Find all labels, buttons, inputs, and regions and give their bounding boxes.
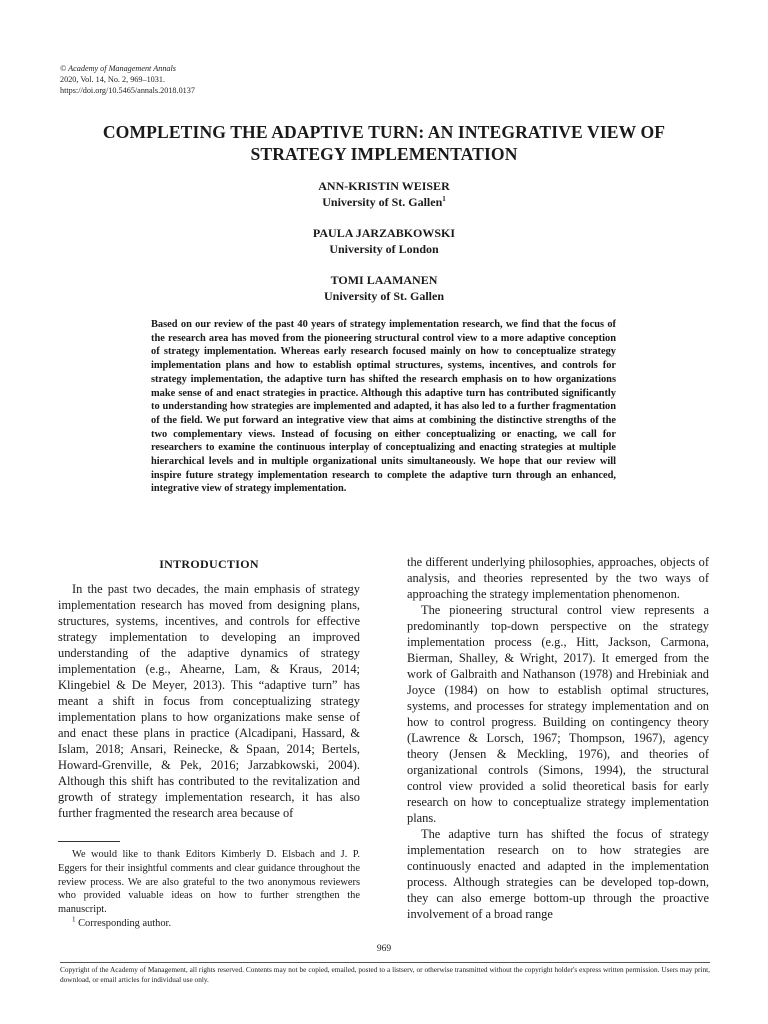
author-block [184,178,584,210]
author-name: ANN-KRISTIN WEISER [318,179,450,193]
doi-link[interactable]: https://doi.org/10.5465/annals.2018.0137 [60,86,195,95]
affiliation-text: University of St. Gallen [322,195,443,209]
article-title: COMPLETING THE ADAPTIVE TURN: AN INTEGRATIVE VIEW OF STRATEGY IMPLEMENTATION [102,122,666,164]
author-name: PAULA JARZABKOWSKI [312,226,456,240]
citation: 2020, Vol. 14, No. 2, 969–1031. [60,75,166,84]
author-list [184,178,584,319]
footnote-divider [58,841,120,842]
author-block [184,272,584,304]
footer-divider [60,962,710,963]
body-paragraph: The pioneering structural control view represents a predominantly top-down perspective on the strategy implementation process (e.g., Hitt, Jackson, Carmona, Bierman, Shalley, & Wright, 2017). It emerged from the work of Galbraith and Nathanson (1978) and Hrebiniak and Joyce (1984) on how to establish optimal structures, systems, and processes for strategy implementation and on how to control progress. Building on contingency theory (Lawrence & Lorsch, 1967; Thompson, 1967), agency theory (Jensen & Meckling, 1976), and theories of organizational controls (Simons, 1994), the structural control view provided a solid theoretical basis for early research on how to conceptualize strategy implementation plans. [407,603,709,825]
author-affiliation [184,194,584,210]
footnote-marker[interactable]: 1 [442,195,446,203]
author-name: TOMI LAAMANEN [330,273,438,287]
body-paragraph: the different underlying philosophies, approaches, objects of analysis, and theories represented by the two ways of approaching the strategy implementation phenomenon. [407,555,709,601]
corresponding-author-footnote [58,917,360,931]
journal-name: © Academy of Management Annals [60,64,176,73]
author-affiliation: University of St. Gallen [324,289,444,303]
body-paragraph: In the past two decades, the main emphasis of strategy implementation research has moved from designing plans, structures, systems, incentives, and controls for effective strategy implementation to developing an improved understanding of the adaptive dynamics of strategy implementation (e.g., Ahearne, Lam, & Kraus, 2014; Klingebiel & De Meyer, 2013). This “adaptive turn” has meant a shift in focus from conceptualizing strategy implementation plans to how organizations make sense of and enact these plans in practice (Alcadipani, Hassard, & Islam, 2018; Ansari, Reinecke, & Spaan, 2014; Bertels, Howard-Grenville, & Pek, 2016; Jarzabkowski, 2004). Although this shift has contributed to the revitalization and growth of strategy implementation research, it has also further fragmented the research area because of [58,582,360,820]
author-block [184,225,584,257]
abstract: Based on our review of the past 40 years of strategy implementation research, we find that the focus of the research area has moved from the pioneering structural control view to a more adaptive conception of strategy implementation. Whereas early research focused mainly on how to conceptualize strategy implementation plans and how to establish optimal structures, systems, incentives, and controls for strategy implementation, the adaptive turn has shifted the research emphasis on to how organizations make sense of and enact strategies in practice. Although this adaptive turn has contributed significantly to understanding how strategies are implemented and adapted, it has also led to a further fragmentation of the field. We put forward an integrative view that aims at combining the distinctive strengths of the two complementary views. Instead of focusing on either conceptualizing or enacting, we call for researchers to examine the continuous interplay of conceptualizing and enacting strategies at multiple hierarchical levels and in multiple organizational units simultaneously. We hope that our review will inspire future strategy implementation research to complete the adaptive turn through an enhanced, integrative view of strategy implementation. [151,319,616,495]
body-paragraph: The adaptive turn has shifted the focus of strategy implementation research on to how strategies are continuously enacted and adapted in the implementation process. Although strategies can be developed top-down, they can also emerge bottom-up through the proactive involvement of a broad range [407,827,709,921]
acknowledgment-footnote: We would like to thank Editors Kimberly D. Elsbach and J. P. Eggers for their insightful comments and clear guidance throughout the review process. We are also grateful to the two anonymous reviewers who provided valuable ideas on how to further strengthen the manuscript. [58,849,360,916]
footnote-marker: 1 [72,915,76,924]
left-column [58,554,360,931]
journal-metadata [60,63,195,96]
copyright-notice: Copyright of the Academy of Management, all rights reserved. Contents may not be copied, emailed, posted to a listserv, or otherwise transmitted without the copyright holder's express written permission. Users may print, download, or email articles for individual use only. [60,965,710,984]
section-heading: INTRODUCTION [159,557,259,571]
author-affiliation: University of London [329,242,439,256]
right-column [407,554,709,922]
page-number: 969 [376,944,392,954]
footnote-text: Corresponding author. [78,917,172,929]
